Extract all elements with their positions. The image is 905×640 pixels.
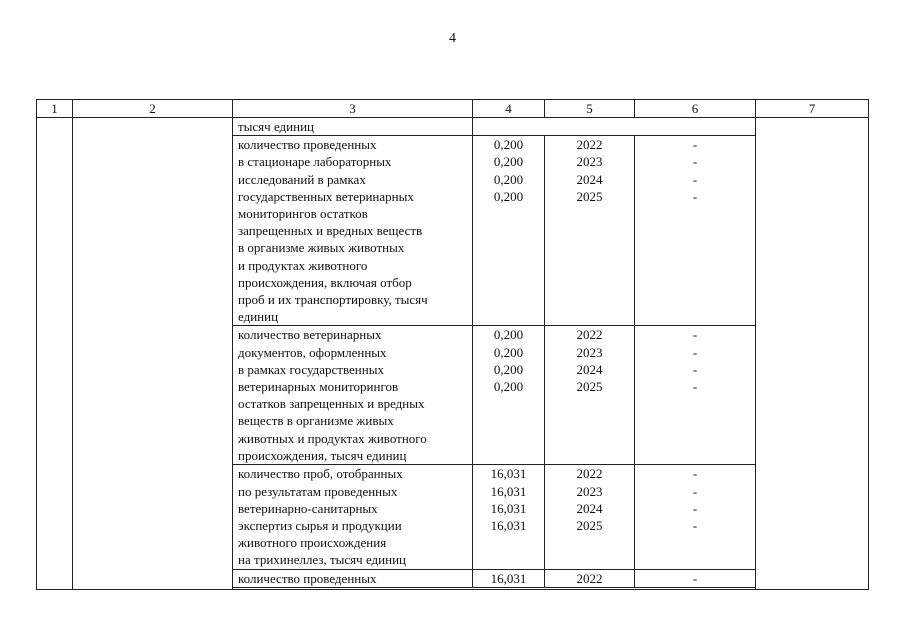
indicator-col-6: - - - - xyxy=(635,136,756,326)
indicators-table xyxy=(36,99,869,590)
table-row xyxy=(37,118,869,136)
header-col-5: 5 xyxy=(545,100,635,118)
col-7-cell xyxy=(756,118,869,590)
header-col-2: 2 xyxy=(73,100,233,118)
continued-empty-cell xyxy=(473,118,756,136)
indicator-text: количество проб, отобранных по результатам проведенных ветеринарно-санитарных экспертиз сырья и продукции животного происхождения на трихинеллез, тысяч единиц xyxy=(233,465,473,569)
indicator-text-continued: тысяч единиц xyxy=(233,118,473,136)
indicator-values: 16,031 xyxy=(473,569,545,587)
col-1-cell xyxy=(37,118,73,590)
indicator-text: количество ветеринарных документов, оформленных в рамках государственных ветеринарных мониторингов остатков запрещенных и вредных веществ в организме живых животных и продуктах животного происхождения, тысяч единиц xyxy=(233,326,473,465)
indicator-col-6: - - - - xyxy=(635,465,756,569)
indicator-years: 2022 2023 2024 2025 xyxy=(545,326,635,465)
page-number: 4 xyxy=(449,31,456,46)
indicator-text: количество проведенных в стационаре лабораторных исследований в рамках государственных ветеринарных мониторингов остатков запрещенных и вредных веществ в организме живых животных и продуктах животного происхождения, включая отбор проб и их транспортировку, тысяч единиц xyxy=(233,136,473,326)
header-row xyxy=(37,100,869,118)
indicator-values: 0,200 0,200 0,200 0,200 xyxy=(473,136,545,326)
indicator-values: 16,031 16,031 16,031 16,031 xyxy=(473,465,545,569)
indicator-col-6: - xyxy=(635,569,756,587)
header-col-6: 6 xyxy=(635,100,756,118)
header-col-3: 3 xyxy=(233,100,473,118)
col-2-cell xyxy=(73,118,233,590)
indicator-years: 2022 2023 2024 2025 xyxy=(545,136,635,326)
spacer-cell xyxy=(233,587,756,589)
indicator-values: 0,200 0,200 0,200 0,200 xyxy=(473,326,545,465)
header-col-7: 7 xyxy=(756,100,869,118)
header-col-4: 4 xyxy=(473,100,545,118)
header-col-1: 1 xyxy=(37,100,73,118)
indicator-text: количество проведенных xyxy=(233,569,473,587)
indicator-years: 2022 xyxy=(545,569,635,587)
indicator-col-6: - - - - xyxy=(635,326,756,465)
indicator-years: 2022 2023 2024 2025 xyxy=(545,465,635,569)
